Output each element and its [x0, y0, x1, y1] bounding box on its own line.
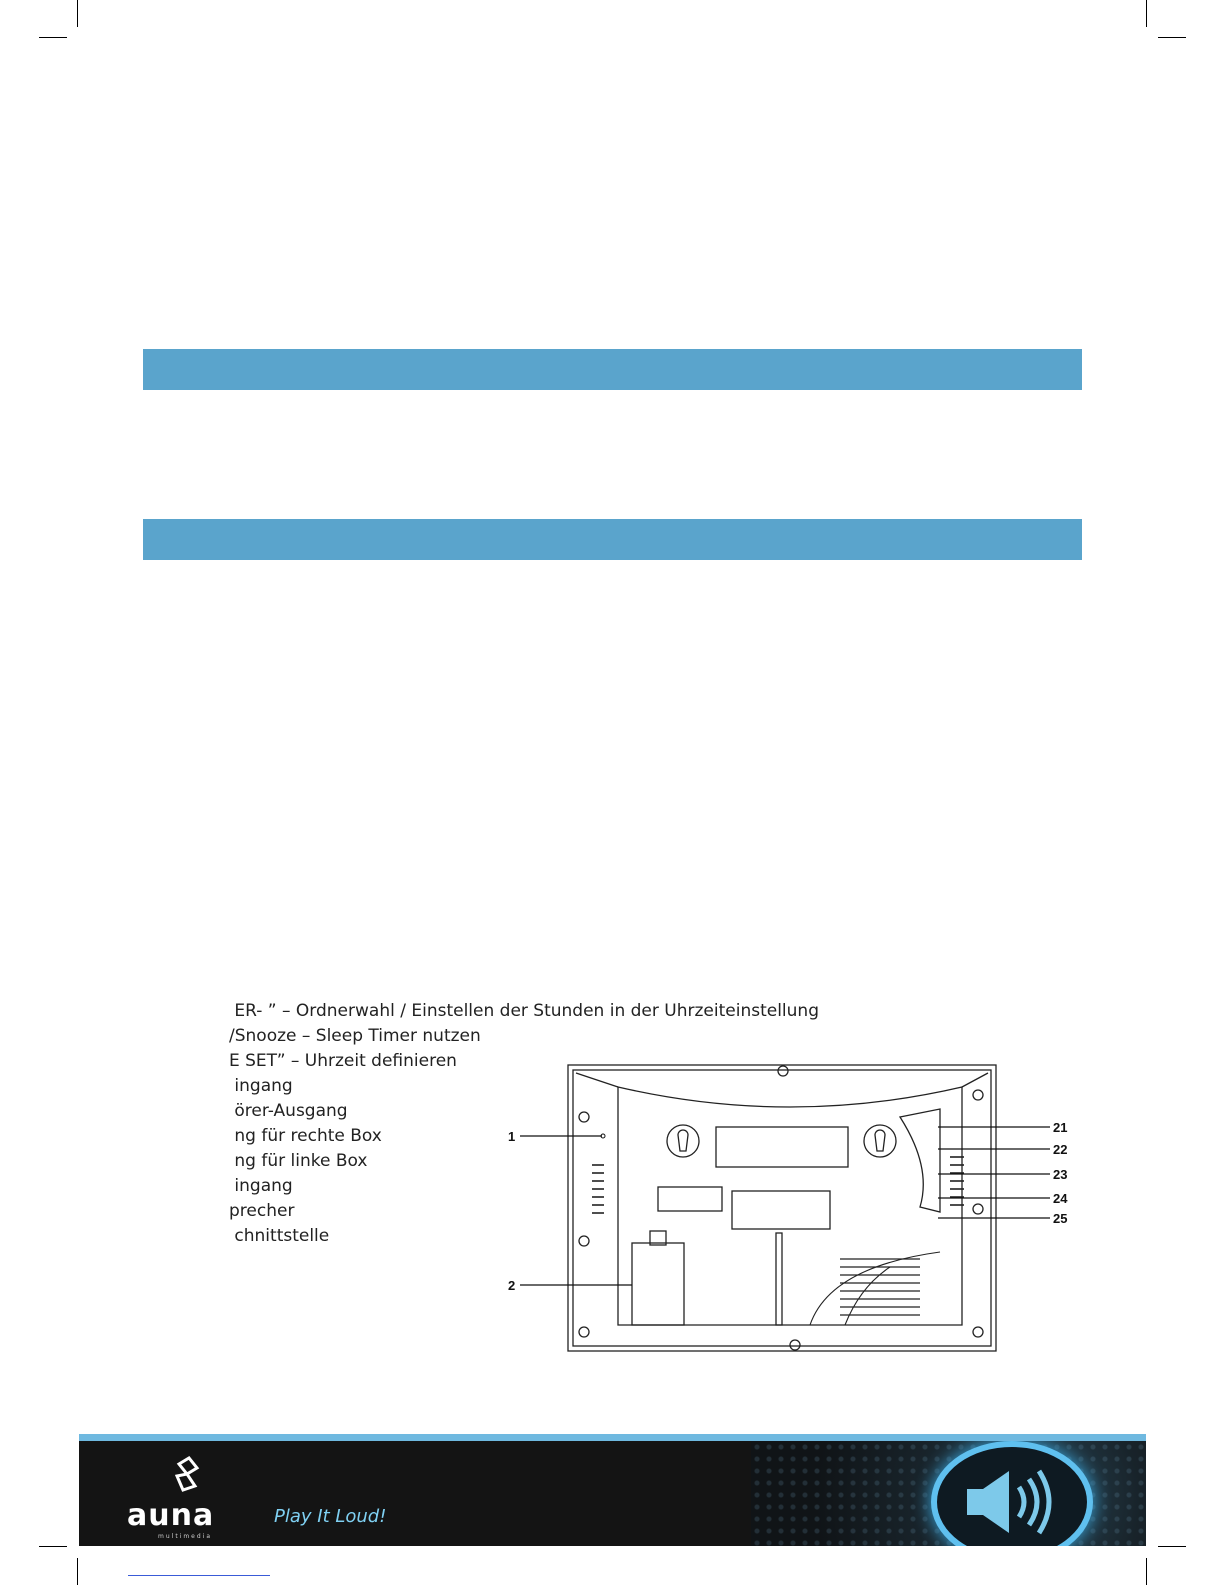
section-header-bar — [143, 519, 1082, 560]
crop-mark — [1146, 1558, 1147, 1585]
crop-mark — [1158, 37, 1186, 38]
speaker-grille — [840, 1259, 920, 1315]
slogan: Play It Loud! — [274, 1506, 387, 1527]
device-rear-diagram — [500, 1057, 1090, 1357]
list-item: ER- ” – Ordnerwahl / Einstellen der Stunden in der Uhrzeiteinstellung — [229, 1001, 819, 1021]
callout-label: 25 — [1053, 1211, 1068, 1226]
footer-accent-strip — [79, 1434, 1146, 1441]
brand-name: auna — [127, 1498, 215, 1533]
crop-mark — [39, 1546, 67, 1547]
list-item: chnittstelle — [229, 1226, 330, 1246]
bottom-link-underline — [128, 1575, 270, 1576]
footer-graphic — [751, 1441, 1146, 1546]
auna-logo-icon — [167, 1454, 207, 1494]
list-item: /Snooze – Sleep Timer nutzen — [229, 1026, 481, 1046]
callout-label: 1 — [508, 1129, 516, 1144]
keyhole-mount — [667, 1125, 699, 1157]
section-header-bar — [143, 349, 1082, 390]
brand-subtitle: multimedia — [158, 1533, 213, 1540]
battery-compartment — [632, 1243, 684, 1325]
callout-label: 2 — [508, 1278, 516, 1293]
callout-label: 21 — [1053, 1120, 1068, 1135]
speaker-icon — [931, 1441, 1093, 1546]
callout-label: 23 — [1053, 1167, 1068, 1182]
list-item: ng für linke Box — [229, 1151, 368, 1171]
crop-mark — [1146, 0, 1147, 27]
crop-mark — [77, 1558, 78, 1585]
keyhole-mount — [864, 1125, 896, 1157]
footer-banner — [79, 1434, 1146, 1546]
list-item: ingang — [229, 1076, 293, 1096]
list-item: örer-Ausgang — [229, 1101, 348, 1121]
crop-mark — [77, 0, 78, 27]
brand-logo — [127, 1454, 387, 1540]
callout-label: 24 — [1053, 1191, 1068, 1206]
list-item: E SET” – Uhrzeit definieren — [229, 1051, 457, 1071]
crop-mark — [39, 37, 67, 38]
list-item: ingang — [229, 1176, 293, 1196]
callout-label: 22 — [1053, 1142, 1068, 1157]
list-item: ng für rechte Box — [229, 1126, 382, 1146]
crop-mark — [1158, 1546, 1186, 1547]
list-item: precher — [229, 1201, 295, 1221]
